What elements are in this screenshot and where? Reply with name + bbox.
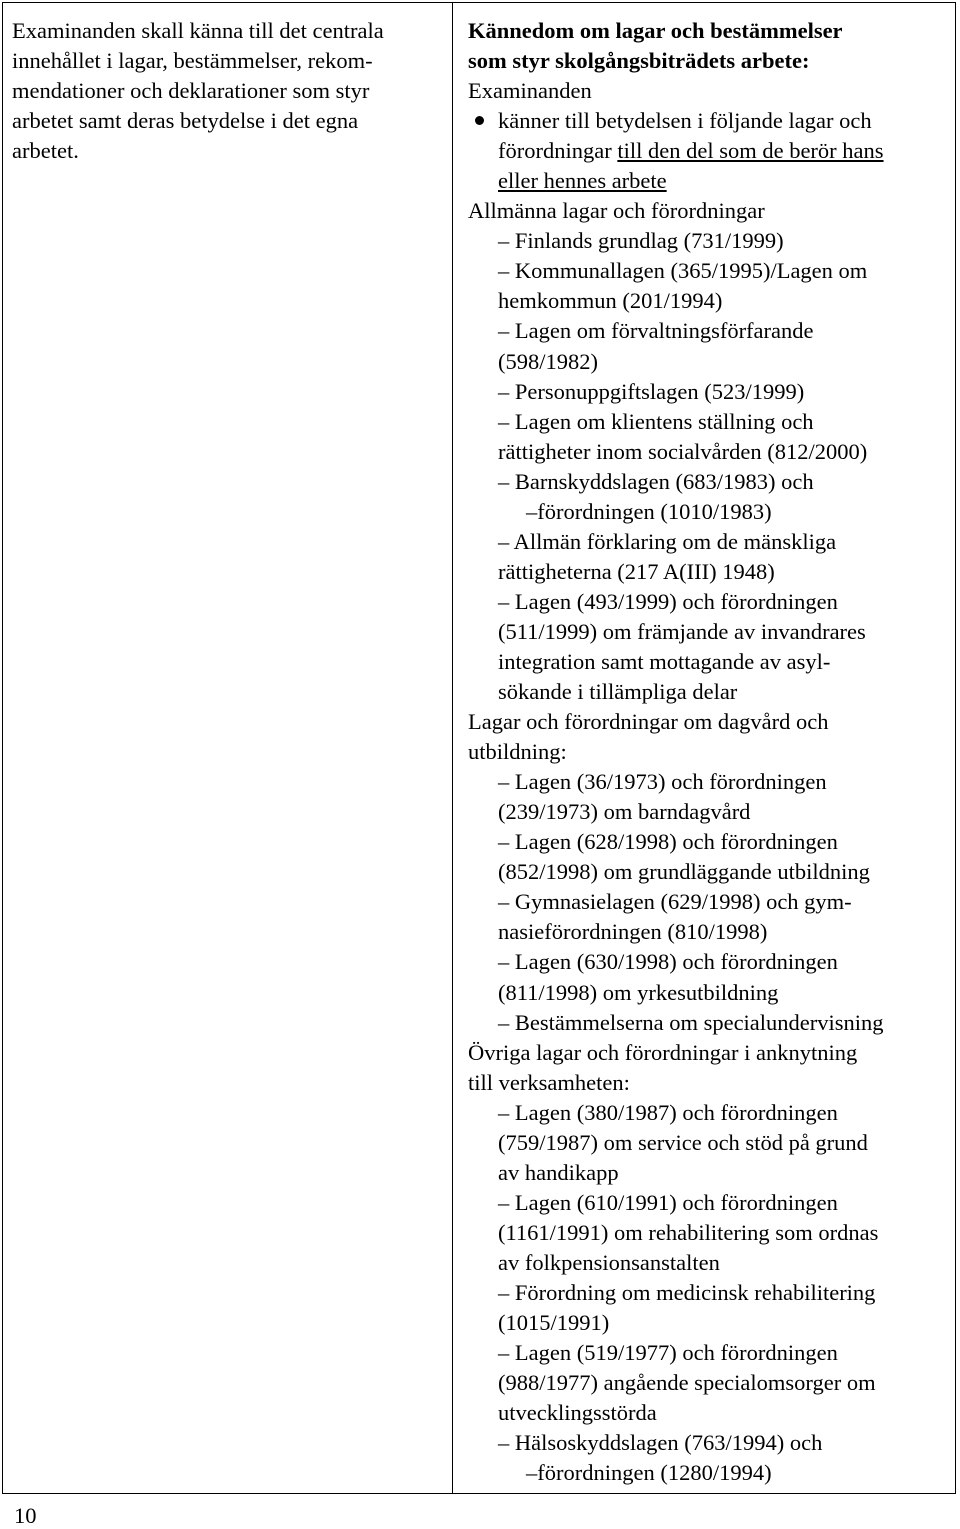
left-column [12, 16, 448, 166]
law-item: rättigheterna (217 A(III) 1948) [498, 558, 775, 584]
law-item: (598/1982) [498, 348, 598, 374]
law-item: – Bestämmelserna om specialundervisning [498, 1009, 884, 1035]
law-item: –förordningen (1280/1994) [526, 1460, 772, 1486]
left-text-line: arbetet samt deras betydelse i det egna [12, 108, 359, 134]
law-item: –förordningen (1010/1983) [526, 498, 772, 524]
left-text-line: mendationer och deklarationer som styr [12, 78, 370, 104]
law-item: – Personuppgiftslagen (523/1999) [498, 378, 805, 404]
bullet-text: känner till betydelsen i följande lagar och [498, 108, 872, 134]
bullet-item [468, 106, 950, 136]
law-item: hemkommun (201/1994) [498, 288, 723, 314]
other-laws-heading: till verksamheten: [468, 1069, 630, 1095]
law-item: – Förordning om medicinsk rehabilitering [498, 1279, 876, 1305]
right-column [468, 16, 950, 1488]
section-heading: Kännedom om lagar och bestämmelser [468, 18, 843, 43]
law-item: (988/1977) angående specialomsorger om [498, 1370, 876, 1396]
bullet-icon [475, 116, 484, 125]
law-item: – Lagen om förvaltningsförfarande [498, 318, 814, 344]
law-item: av folkpensionsanstalten [498, 1249, 720, 1275]
left-text-line: arbetet. [12, 138, 79, 164]
law-item: – Lagen (610/1991) och förordningen [498, 1189, 838, 1215]
bullet-text: förordningar [498, 138, 618, 164]
general-laws-heading: Allmänna lagar och förordningar [468, 198, 765, 224]
bullet-text-underlined: till den del som de berör hans [617, 138, 884, 164]
bullet-item-continuation [468, 136, 950, 166]
law-item: – Lagen (380/1987) och förordningen [498, 1099, 838, 1125]
bullet-text-underlined: eller hennes arbete [498, 168, 667, 194]
law-item: sökande i tillämpliga delar [498, 679, 738, 705]
column-divider [452, 2, 453, 1494]
law-item: – Hälsoskyddslagen (763/1994) och [498, 1430, 823, 1456]
section-heading: som styr skolgångsbiträdets arbete: [468, 48, 810, 74]
law-item: – Kommunallagen (365/1995)/Lagen om [498, 258, 868, 284]
law-item: – Barnskyddslagen (683/1983) och [498, 468, 814, 494]
law-item: – Allmän förklaring om de mänskliga [498, 528, 837, 554]
law-item: – Lagen (628/1998) och förordningen [498, 829, 838, 855]
law-item: (1161/1991) om rehabilitering som ordnas [498, 1219, 879, 1245]
law-item: – Lagen om klientens ställning och [498, 408, 814, 434]
daycare-laws-heading: utbildning: [468, 739, 567, 765]
page-number: 10 [14, 1503, 37, 1528]
law-item: nasieförordningen (810/1998) [498, 919, 768, 945]
bullet-item-continuation [468, 166, 950, 196]
law-item: – Finlands grundlag (731/1999) [498, 228, 784, 254]
law-item: – Lagen (493/1999) och förordningen [498, 588, 838, 614]
law-item: utvecklingsstörda [498, 1400, 657, 1426]
left-text-line: innehållet i lagar, bestämmelser, rekom- [12, 48, 373, 74]
law-item: rättigheter inom socialvården (812/2000) [498, 438, 868, 464]
law-item: (811/1998) om yrkesutbildning [498, 979, 779, 1005]
law-item: (511/1999) om främjande av invandrares [498, 618, 866, 644]
law-item: – Gymnasielagen (629/1998) och gym- [498, 889, 852, 915]
law-item: integration samt mottagande av asyl- [498, 648, 831, 674]
law-item: (239/1973) om barndagvård [498, 799, 751, 825]
law-item: (852/1998) om grundläggande utbildning [498, 859, 870, 885]
left-text-line: Examinanden skall känna till det centrala [12, 18, 384, 43]
daycare-laws-heading: Lagar och förordningar om dagvård och [468, 709, 829, 735]
law-item: – Lagen (519/1977) och förordningen [498, 1340, 838, 1366]
law-item: av handikapp [498, 1159, 619, 1185]
examinee-label: Examinanden [468, 78, 592, 104]
law-item: (1015/1991) [498, 1310, 610, 1336]
other-laws-heading: Övriga lagar och förordningar i anknytning [468, 1039, 858, 1065]
law-item: – Lagen (36/1973) och förordningen [498, 769, 827, 795]
law-item: – Lagen (630/1998) och förordningen [498, 949, 838, 975]
law-item: (759/1987) om service och stöd på grund [498, 1129, 868, 1155]
